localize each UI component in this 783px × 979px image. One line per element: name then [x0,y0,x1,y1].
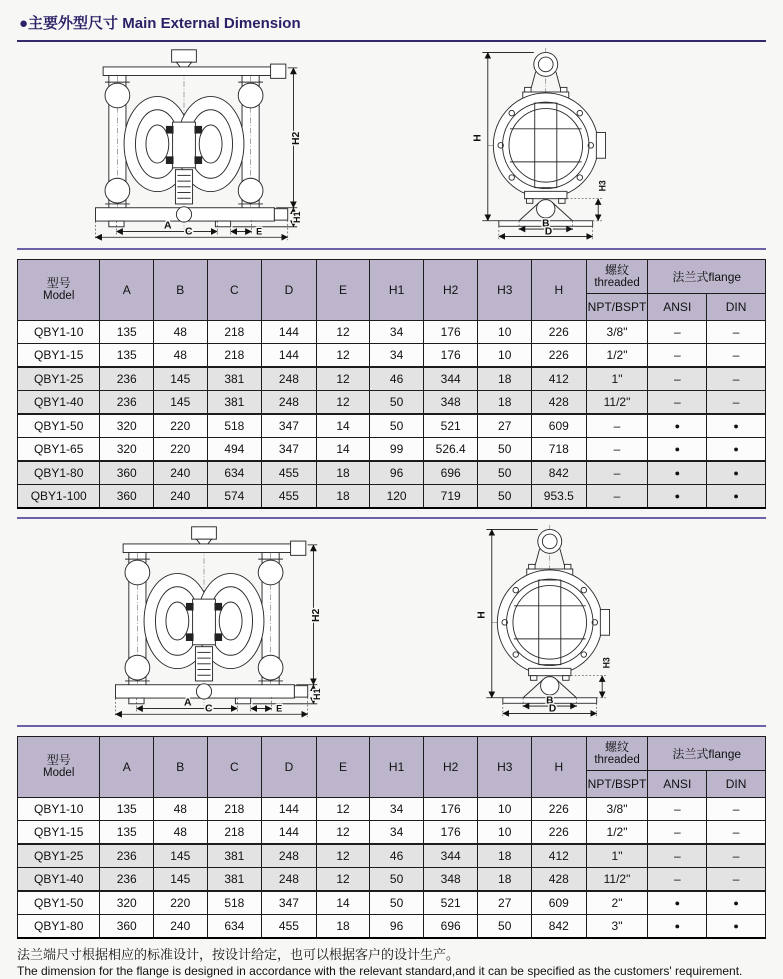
cell-model: QBY1-25 [18,367,100,391]
cell-din: – [707,798,766,821]
cell-model: QBY1-50 [18,414,100,438]
header-dim-h1: H1 [370,260,424,321]
cell-e: 14 [316,438,370,462]
cell-ansi: ● [648,438,707,462]
table-row [18,391,766,415]
header-flange: 法兰式flange [648,737,766,771]
pump-side-view-drawing [455,523,639,723]
table-row [18,438,766,462]
cell-h2: 521 [423,414,478,438]
cell-h: 609 [532,891,587,915]
cell-e: 14 [316,891,370,915]
cell-h1: 120 [370,485,424,509]
cell-d: 248 [262,391,317,415]
cell-h1: 96 [370,461,424,485]
header-dim-h: H [532,260,587,321]
cell-h1: 50 [370,891,424,915]
cell-a: 360 [100,461,154,485]
header-dim-d: D [262,260,317,321]
cell-din: ● [707,915,766,939]
cell-h2: 176 [423,321,478,344]
cell-model: QBY1-10 [18,321,100,344]
header-dim-c: C [207,737,262,798]
cell-h1: 34 [370,821,424,845]
cell-din: – [707,821,766,845]
header-npt-bspt: NPT/BSPT [586,771,648,798]
footer-note [17,947,766,979]
cell-b: 48 [153,344,207,368]
page-title: ●主要外型尺寸 Main External Dimension [17,10,766,42]
cell-model: QBY1-80 [18,461,100,485]
header-ansi: ANSI [648,294,707,321]
header-dim-c: C [207,260,262,321]
cell-a: 236 [100,367,154,391]
cell-h2: 344 [423,367,478,391]
cell-e: 12 [316,821,370,845]
cell-npt: – [586,438,648,462]
cell-c: 218 [207,821,262,845]
cell-b: 48 [153,798,207,821]
cell-model: QBY1-25 [18,844,100,868]
cell-b: 145 [153,868,207,892]
cell-d: 248 [262,367,317,391]
cell-model: QBY1-65 [18,438,100,462]
cell-b: 240 [153,461,207,485]
cell-a: 236 [100,844,154,868]
cell-h1: 50 [370,868,424,892]
cell-b: 240 [153,485,207,509]
cell-ansi: – [648,321,707,344]
cell-d: 455 [262,915,317,939]
cell-h: 842 [532,915,587,939]
cell-c: 634 [207,915,262,939]
cell-h: 412 [532,367,587,391]
cell-d: 347 [262,438,317,462]
header-model: 型号 Model [18,737,100,798]
cell-e: 12 [316,844,370,868]
cell-npt: 3/8" [586,321,648,344]
cell-h1: 50 [370,414,424,438]
cell-h: 718 [532,438,587,462]
cell-din: ● [707,891,766,915]
cell-h3: 10 [478,798,532,821]
cell-b: 145 [153,844,207,868]
table-row [18,891,766,915]
cell-model: QBY1-10 [18,798,100,821]
cell-b: 220 [153,891,207,915]
cell-ansi: – [648,344,707,368]
cell-a: 236 [100,868,154,892]
cell-h2: 344 [423,844,478,868]
header-dim-h1: H1 [370,737,424,798]
header-ansi: ANSI [648,771,707,798]
cell-b: 145 [153,391,207,415]
cell-h2: 696 [423,461,478,485]
cell-h1: 46 [370,844,424,868]
cell-h1: 99 [370,438,424,462]
cell-npt: 1" [586,367,648,391]
cell-h3: 50 [478,461,532,485]
header-model: 型号 Model [18,260,100,321]
cell-h2: 719 [423,485,478,509]
cell-e: 12 [316,868,370,892]
drawing-section-2 [17,519,766,725]
cell-h3: 50 [478,438,532,462]
cell-h: 226 [532,798,587,821]
cell-ansi: ● [648,485,707,509]
cell-h2: 521 [423,891,478,915]
cell-c: 518 [207,891,262,915]
cell-e: 18 [316,461,370,485]
cell-h: 609 [532,414,587,438]
cell-a: 320 [100,414,154,438]
cell-c: 574 [207,485,262,509]
section-divider [17,248,766,250]
header-threaded: 螺纹 threaded [586,737,648,771]
pump-front-view-drawing [85,523,323,724]
cell-model: QBY1-15 [18,344,100,368]
pump-side-view-drawing [451,46,635,246]
cell-din: ● [707,461,766,485]
cell-a: 360 [100,485,154,509]
cell-h3: 50 [478,915,532,939]
header-dim-e: E [316,737,370,798]
cell-ansi: ● [648,461,707,485]
cell-din: – [707,321,766,344]
cell-npt: – [586,485,648,509]
cell-d: 347 [262,891,317,915]
cell-b: 145 [153,367,207,391]
cell-e: 12 [316,344,370,368]
header-dim-a: A [100,737,154,798]
cell-h: 226 [532,821,587,845]
cell-npt: 11/2" [586,868,648,892]
table-row [18,798,766,821]
cell-a: 135 [100,798,154,821]
cell-h2: 348 [423,868,478,892]
cell-model: QBY1-40 [18,868,100,892]
cell-e: 18 [316,485,370,509]
cell-c: 218 [207,321,262,344]
table-row [18,321,766,344]
cell-npt: – [586,414,648,438]
cell-h2: 696 [423,915,478,939]
footer-note-cn: 法兰端尺寸根据相应的标准设计，按设计给定，也可以根据客户的设计生产。 [17,947,460,962]
cell-h2: 348 [423,391,478,415]
cell-e: 14 [316,414,370,438]
cell-a: 360 [100,915,154,939]
cell-din: ● [707,414,766,438]
cell-h3: 18 [478,367,532,391]
cell-h1: 34 [370,798,424,821]
cell-din: ● [707,485,766,509]
cell-h3: 18 [478,844,532,868]
cell-d: 144 [262,344,317,368]
cell-din: – [707,344,766,368]
cell-d: 248 [262,844,317,868]
cell-h3: 10 [478,344,532,368]
table-row [18,485,766,509]
cell-h3: 10 [478,821,532,845]
cell-d: 144 [262,321,317,344]
cell-din: – [707,367,766,391]
table-row [18,915,766,939]
cell-npt: 2" [586,891,648,915]
cell-h1: 46 [370,367,424,391]
cell-d: 144 [262,821,317,845]
table-row [18,461,766,485]
cell-a: 320 [100,891,154,915]
cell-h: 428 [532,391,587,415]
cell-ansi: ● [648,915,707,939]
cell-npt: 1" [586,844,648,868]
header-dim-h2: H2 [423,737,478,798]
cell-c: 381 [207,367,262,391]
cell-e: 12 [316,391,370,415]
header-dim-h: H [532,737,587,798]
cell-d: 455 [262,461,317,485]
cell-c: 218 [207,798,262,821]
cell-ansi: ● [648,414,707,438]
cell-model: QBY1-40 [18,391,100,415]
cell-c: 518 [207,414,262,438]
section-divider [17,725,766,727]
cell-model: QBY1-80 [18,915,100,939]
header-dim-b: B [153,260,207,321]
cell-c: 494 [207,438,262,462]
cell-model: QBY1-15 [18,821,100,845]
header-dim-a: A [100,260,154,321]
cell-ansi: – [648,844,707,868]
cell-model: QBY1-100 [18,485,100,509]
dimension-table-1 [17,259,766,509]
cell-npt: 1/2" [586,821,648,845]
cell-e: 18 [316,915,370,939]
cell-ansi: ● [648,891,707,915]
cell-h: 412 [532,844,587,868]
table-row [18,367,766,391]
cell-h1: 34 [370,321,424,344]
cell-a: 320 [100,438,154,462]
cell-h3: 27 [478,414,532,438]
cell-h2: 176 [423,821,478,845]
cell-din: – [707,844,766,868]
cell-npt: 3" [586,915,648,939]
header-dim-h2: H2 [423,260,478,321]
cell-b: 48 [153,821,207,845]
cell-h3: 50 [478,485,532,509]
cell-ansi: – [648,868,707,892]
header-dim-b: B [153,737,207,798]
header-flange: 法兰式flange [648,260,766,294]
header-dim-d: D [262,737,317,798]
cell-c: 218 [207,344,262,368]
cell-h3: 18 [478,391,532,415]
cell-din: – [707,868,766,892]
cell-a: 135 [100,321,154,344]
header-din: DIN [707,771,766,798]
table-row [18,844,766,868]
header-din: DIN [707,294,766,321]
cell-din: ● [707,438,766,462]
cell-a: 135 [100,344,154,368]
cell-npt: – [586,461,648,485]
cell-din: – [707,391,766,415]
header-dim-h3: H3 [478,260,532,321]
cell-h: 226 [532,344,587,368]
table-row [18,344,766,368]
header-npt-bspt: NPT/BSPT [586,294,648,321]
cell-h: 842 [532,461,587,485]
cell-c: 381 [207,844,262,868]
cell-c: 381 [207,391,262,415]
cell-h3: 10 [478,321,532,344]
cell-npt: 11/2" [586,391,648,415]
cell-c: 381 [207,868,262,892]
header-dim-h3: H3 [478,737,532,798]
cell-ansi: – [648,798,707,821]
cell-model: QBY1-50 [18,891,100,915]
cell-b: 220 [153,438,207,462]
drawing-section-1 [17,42,766,248]
table-row [18,868,766,892]
cell-h1: 50 [370,391,424,415]
table-row [18,821,766,845]
cell-h3: 27 [478,891,532,915]
cell-ansi: – [648,821,707,845]
cell-b: 48 [153,321,207,344]
cell-h1: 34 [370,344,424,368]
pump-front-view-drawing [65,46,303,247]
cell-d: 455 [262,485,317,509]
cell-h3: 18 [478,868,532,892]
footer-note-en: The dimension for the flange is designed in accordance with the relevant standard,and it can be specified as the customers' requirement. [17,964,743,978]
cell-d: 144 [262,798,317,821]
cell-e: 12 [316,367,370,391]
cell-b: 220 [153,414,207,438]
cell-d: 347 [262,414,317,438]
cell-h: 428 [532,868,587,892]
header-dim-e: E [316,260,370,321]
cell-a: 236 [100,391,154,415]
cell-ansi: – [648,367,707,391]
cell-h2: 526.4 [423,438,478,462]
cell-npt: 3/8" [586,798,648,821]
cell-d: 248 [262,868,317,892]
cell-ansi: – [648,391,707,415]
cell-h: 226 [532,321,587,344]
cell-npt: 1/2" [586,344,648,368]
header-threaded: 螺纹 threaded [586,260,648,294]
cell-a: 135 [100,821,154,845]
cell-e: 12 [316,321,370,344]
cell-h: 953.5 [532,485,587,509]
cell-e: 12 [316,798,370,821]
cell-h2: 176 [423,798,478,821]
cell-h2: 176 [423,344,478,368]
cell-c: 634 [207,461,262,485]
dimension-table-2 [17,736,766,939]
cell-h1: 96 [370,915,424,939]
table-row [18,414,766,438]
cell-b: 240 [153,915,207,939]
